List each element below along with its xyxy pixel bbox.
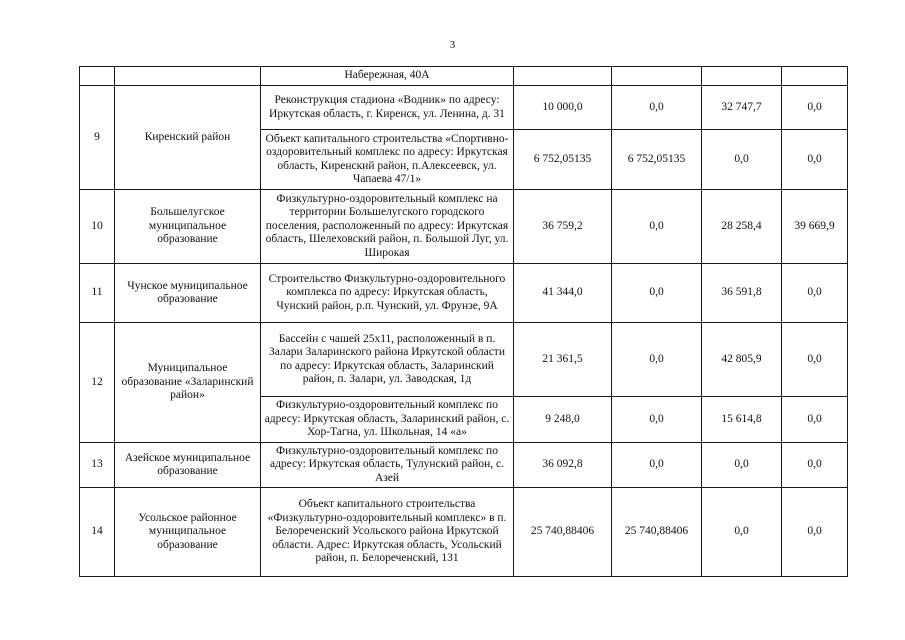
- project-description-cell: Физкультурно-оздоровительный комплекс по адресу: Иркутская область, Заларинский район, с. Хор-Тагна, ул. Школьная, 14 «а»: [261, 397, 514, 443]
- funding-table: [79, 66, 848, 577]
- value-cell-1: 21 361,5: [514, 323, 612, 397]
- row-number-cell: 12: [80, 323, 115, 443]
- value-cell-2: 0,0: [612, 264, 702, 323]
- table-row: [80, 264, 848, 323]
- municipality-cell: Большелугское муниципальное образование: [115, 190, 261, 264]
- value-cell-4: [782, 67, 848, 86]
- value-cell-3: 42 805,9: [702, 323, 782, 397]
- municipality-cell: Киренский район: [115, 86, 261, 190]
- row-number-cell: 13: [80, 443, 115, 488]
- value-cell-1: 25 740,88406: [514, 488, 612, 577]
- table-row: [80, 488, 848, 577]
- value-cell-2: 25 740,88406: [612, 488, 702, 577]
- municipality-cell: Усольское районное муниципальное образование: [115, 488, 261, 577]
- value-cell-2: 0,0: [612, 190, 702, 264]
- value-cell-2: 0,0: [612, 323, 702, 397]
- value-cell-4: 0,0: [782, 488, 848, 577]
- value-cell-1: 36 092,8: [514, 443, 612, 488]
- row-number-cell: 11: [80, 264, 115, 323]
- table-row: [80, 190, 848, 264]
- municipality-cell: [115, 67, 261, 86]
- table-row: [80, 86, 848, 130]
- value-cell-4: 0,0: [782, 86, 848, 130]
- row-number-cell: 9: [80, 86, 115, 190]
- value-cell-4: 0,0: [782, 443, 848, 488]
- value-cell-1: 41 344,0: [514, 264, 612, 323]
- value-cell-3: 28 258,4: [702, 190, 782, 264]
- value-cell-3: 0,0: [702, 488, 782, 577]
- row-number-cell: [80, 67, 115, 86]
- municipality-cell: Муниципальное образование «Заларинский район»: [115, 323, 261, 443]
- project-description-cell: Физкультурно-оздоровительный комплекс по адресу: Иркутская область, Тулунский район, с. Азей: [261, 443, 514, 488]
- municipality-cell: Чунское муниципальное образование: [115, 264, 261, 323]
- page-number: 3: [449, 39, 456, 51]
- table-row: [80, 443, 848, 488]
- value-cell-1: 9 248,0: [514, 397, 612, 443]
- value-cell-4: 0,0: [782, 264, 848, 323]
- row-number-cell: 10: [80, 190, 115, 264]
- value-cell-4: 0,0: [782, 130, 848, 190]
- project-description-cell: Объект капитального строительства «Спортивно-оздоровительный комплекс по адресу: Иркутская область, Киренский район, п.Алексеевск, ул. Чапаева 47/1»: [261, 130, 514, 190]
- value-cell-3: 0,0: [702, 130, 782, 190]
- value-cell-3: 32 747,7: [702, 86, 782, 130]
- table-row: [80, 67, 848, 86]
- value-cell-3: [702, 67, 782, 86]
- row-number-cell: 14: [80, 488, 115, 577]
- value-cell-2: 0,0: [612, 86, 702, 130]
- value-cell-1: 10 000,0: [514, 86, 612, 130]
- value-cell-2: 0,0: [612, 397, 702, 443]
- value-cell-1: 6 752,05135: [514, 130, 612, 190]
- project-description-cell: Реконструкция стадиона «Водник» по адресу: Иркутская область, г. Киренск, ул. Ленина, д. 31: [261, 86, 514, 130]
- municipality-cell: Азейское муниципальное образование: [115, 443, 261, 488]
- value-cell-4: 0,0: [782, 323, 848, 397]
- value-cell-3: 36 591,8: [702, 264, 782, 323]
- project-description-cell: Набережная, 40А: [261, 67, 514, 86]
- value-cell-4: 0,0: [782, 397, 848, 443]
- project-description-cell: Бассейн с чашей 25х11, расположенный в п. Залари Заларинского района Иркутской области по адресу: Иркутская область, Заларинский район, п. Залари, ул. Заводская, 1д: [261, 323, 514, 397]
- value-cell-4: 39 669,9: [782, 190, 848, 264]
- value-cell-2: 6 752,05135: [612, 130, 702, 190]
- project-description-cell: Объект капитального строительства «Физкультурно-оздоровительный комплекс» в п. Белореченский Усольского района Иркутской области. Адрес: Иркутская область, Усольский район, п. Белореченский, 131: [261, 488, 514, 577]
- value-cell-3: 0,0: [702, 443, 782, 488]
- value-cell-2: 0,0: [612, 443, 702, 488]
- table-row: [80, 323, 848, 397]
- value-cell-2: [612, 67, 702, 86]
- project-description-cell: Физкультурно-оздоровительный комплекс на территории Большелугского городского поселения, расположенный по адресу: Иркутская область, Шелеховский район, п. Большой Луг, ул. Широкая: [261, 190, 514, 264]
- project-description-cell: Строительство Физкультурно-оздоровительного комплекса по адресу: Иркутская область, Чунский район, р.п. Чунский, ул. Фрунзе, 9А: [261, 264, 514, 323]
- value-cell-1: 36 759,2: [514, 190, 612, 264]
- value-cell-3: 15 614,8: [702, 397, 782, 443]
- value-cell-1: [514, 67, 612, 86]
